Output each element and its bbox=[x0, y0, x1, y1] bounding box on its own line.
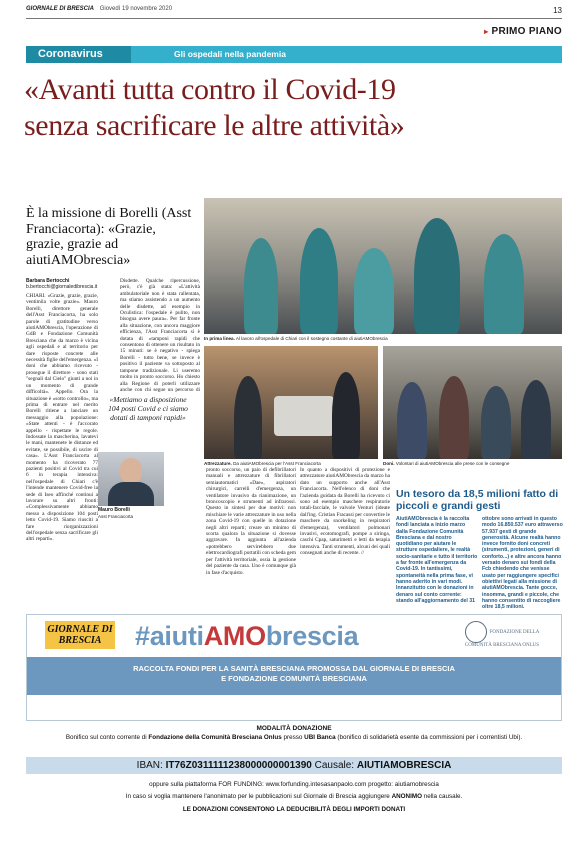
portrait-name: Mauro Borelli bbox=[98, 507, 130, 513]
section-label-text: PRIMO PIANO bbox=[491, 26, 562, 37]
donation-text-post: (bonifico di solidarietà esente da commissioni per i correntisti Ubi). bbox=[335, 734, 523, 741]
caption-1-bold: In prima linea. bbox=[204, 336, 235, 341]
page-number: 13 bbox=[553, 6, 562, 15]
platform-line: oppure sulla piattaforma FOR FUNDING: www.forfunding.intesasanpaolo.com progetto: aiutiamobrescia bbox=[149, 781, 439, 788]
iban-label: IBAN: bbox=[136, 760, 166, 771]
author-name: Barbara Bertocchi bbox=[26, 278, 70, 284]
photo-caption-3 bbox=[383, 461, 562, 467]
pull-quote: «Mettiamo a disposizione 104 posti Covid e ci siamo dotati di tamponi rapidi» bbox=[108, 395, 188, 422]
caption-3-bold: Doni. bbox=[383, 461, 395, 466]
deck: È la missione di Borelli (Asst Franciacorta): «Grazie, grazie, grazie ad aiutiAMObrescia» bbox=[26, 206, 192, 268]
issue-date: Giovedì 19 novembre 2020 bbox=[99, 6, 173, 12]
kicker-tag: Coronavirus bbox=[26, 46, 131, 63]
hospital-photo bbox=[204, 198, 562, 334]
volunteers-photo bbox=[383, 346, 562, 459]
tax-deduction-line: LE DONAZIONI CONSENTONO LA DEDUCIBILITÀ DEGLI IMPORTI DONATI bbox=[182, 806, 406, 813]
fcb-emblem-icon bbox=[465, 621, 487, 643]
article-column-3: pronto soccorso, un paio di defibrillatori manuali e attrezzature di fibrillatori semiautomatici «Dae», aspiratori chirurgici, carrelli d'emergenza, un ventilatore invasivo da rianimazione, un broncoscopio e strumenti ad infrarossi. Questo in sintesi per due motivi: non mischiare le varie attrezzature in uso nella zona Covid-19 con quelle in dotazione negli altri reparti; creare un minimo di scorta qualora la situazione si dovesse aggravare. In aggiunta all'azienda «potrebbero servirebbero due elettrocardiografi portatili con scheda gem per l'attività territoriale, ossia la gestione del paziente da casa. Uno è comunque già in fase d'acquisto. bbox=[206, 467, 296, 576]
portrait-head bbox=[120, 458, 142, 484]
donation-title: MODALITÀ DONAZIONE bbox=[256, 725, 332, 732]
caption-1-text: Al lavoro all'ospedale di Chiari con il sostegno costante di aiutiAMObrescia bbox=[235, 336, 388, 341]
campaign-hashtag bbox=[135, 621, 358, 652]
hashtag-prefix: #aiuti bbox=[135, 621, 204, 651]
donation-fcb-name: Fondazione della Comunità Bresciana Onlus bbox=[148, 734, 282, 741]
donation-text bbox=[26, 734, 562, 741]
caption-3-text: Volontari di aiutiAMObrescia alle prese con le consegne bbox=[395, 461, 510, 466]
page-header bbox=[26, 6, 562, 18]
equipment-photo bbox=[204, 346, 378, 459]
anonymity-pre: In caso si voglia mantenere l'anonimato per le pubblicazioni sul Giornale di Brescia aggiungere bbox=[125, 793, 392, 800]
portrait-role: Asst Franciacorta bbox=[98, 513, 134, 519]
caption-2-bold: Attrezzature. bbox=[204, 461, 232, 466]
causale-value: AIUTIAMOBRESCIA bbox=[356, 760, 452, 771]
donation-bank: UBI Banca bbox=[304, 734, 336, 741]
banner-line-2: E FONDAZIONE COMUNITÀ BRESCIANA bbox=[221, 674, 367, 683]
gdb-logo: GIORNALE DI BRESCIA bbox=[45, 621, 115, 649]
fundraising-banner bbox=[26, 614, 562, 721]
portrait-body bbox=[108, 482, 154, 506]
banner-top bbox=[27, 615, 561, 657]
iban-code: IT76Z0311111238000000001390 bbox=[165, 760, 312, 771]
box-title: Un tesoro da 18,5 milioni fatto di piccoli e grandi gesti bbox=[396, 488, 559, 512]
kicker-bar bbox=[26, 46, 562, 63]
header-rule bbox=[26, 18, 562, 19]
anonymity-line bbox=[26, 793, 562, 800]
photo-caption-2 bbox=[204, 461, 378, 467]
hashtag-suffix: brescia bbox=[265, 621, 359, 651]
causale-label: Causale: bbox=[311, 760, 357, 771]
article-column-2: Disdette. Qualche ripercussione, però, c'è già stata: «L'attività ambulatoriale non è stata rallentata, ma stiamo assistendo a un aumento delle disdette, ad esempio in Oculistica: l'ospedale è pulito, non bisogna avere paura». Per far fronte alla situazione, con ancora maggiore efficienza, l'Asst Franciacorta si è dotata di «tamponi rapidi che consentono di ottenere un risultato in 15 minuti: se è negativo - spiega Borelli - tutto bene, se invece è positivo il paziente va sottoposto al tampone tradizionale. Li useremo molto in pronto soccorso. Ho chiesto alla Regione di poterli utilizzare anche con chi segue un percorso di bbox=[120, 278, 200, 392]
article-column-4: In quanto a dispositivi di protezione e attrezzature aiutiAMObrescia da marzo ha dato un supporto anche all'Asst Franciacorta. Nell'elenco di doni che l'azienda guidata da Borelli ha ricevuto ci sono ad esempio maschere respiratorie totali-facciale, le valvole Venturi (ideate dall'ing. Cristian Fracassi per convertire le maschere da snorkeling in respiratori d'emergenza), ventilatori polmonari invasivi, ecotomografi, pompe a siringa, caschi Cpap, saturimetri e letti da terapia intensiva. Tanti strumenti, alcuni dei quali consegnati anche di recente. // bbox=[300, 467, 390, 557]
box-column-2: ottobre sono arrivati in questo modo 16.850.537 euro attraverso 57.937 gesti di grande generosità. Alcune realtà hanno invece fornito doni concreti (strumenti, protezioni, generi di conforto...) e altre ancora hanno versato denaro sui fondi della Fcb chiedendo che venisse usato per raggiungere specifici obiettivi legati alla missione di aiutiAMObrescia. Tante gocce, insomma, grandi e piccole, che hanno consentito di raccogliere oltre 18,5 milioni. bbox=[482, 516, 563, 611]
donation-text-mid: presso bbox=[281, 734, 305, 741]
kicker-subtitle: Gli ospedali nella pandemia bbox=[174, 49, 286, 59]
fcb-logo-text: FONDAZIONE DELLA COMUNITÀ BRESCIANA ONLUS bbox=[464, 630, 540, 648]
portrait-photo bbox=[98, 452, 164, 506]
anonymity-word: ANONIMO bbox=[391, 793, 422, 800]
photo-caption-1 bbox=[204, 336, 562, 342]
banner-strip bbox=[27, 657, 561, 695]
headline-line-1: «Avanti tutta contro il Covid-19 bbox=[24, 73, 396, 106]
portrait-caption bbox=[98, 507, 168, 519]
author-email: b.bertocchi@giornaledibrescia.it bbox=[26, 284, 98, 290]
box-column-1: AiutiAMObrescia è la raccolta fondi lanciata a inizio marzo dalla Fondazione Comunità Bresciana e dal nostro quotidiano per aiutare le strutture ospedaliere, le realtà socio-sanitarie e tutto il territorio a far fronte all'emergenza da Covid-19. In tantissimi, spontaneità nella prima fase, vi hanno aderito in vari modi. Innanzitutto con le donazioni in denaro sul conto corrente: stando all'aggiornamento del 31 bbox=[396, 516, 478, 604]
caption-2-text: Da aiutiAMObrescia per l'Asst Franciacorta bbox=[233, 461, 321, 466]
headline-line-2: senza sacrificare le altre attività» bbox=[24, 109, 405, 142]
headline bbox=[24, 72, 564, 144]
anonymity-post: nella causale. bbox=[422, 793, 463, 800]
byline bbox=[26, 278, 110, 290]
newspaper-name: GIORNALE DI BRESCIA bbox=[26, 6, 95, 12]
section-arrow-icon: ▸ bbox=[484, 27, 489, 36]
donation-text-pre: Bonifico sul conto corrente di bbox=[65, 734, 149, 741]
banner-line-1: RACCOLTA FONDI PER LA SANITÀ BRESCIANA PROMOSSA DAL GIORNALE DI BRESCIA bbox=[133, 664, 455, 673]
iban-strip bbox=[26, 757, 562, 774]
donation-info bbox=[26, 725, 562, 741]
fcb-logo bbox=[459, 621, 545, 651]
section-label bbox=[484, 26, 562, 37]
article-column-1: CHIARI. «Grazie, grazie, grazie, ventimila volte grazie». Mauro Borelli, direttore generale dell'Asst Franciacorta, ha solo parole di gratitudine verso aiutiAMObrescia, l'operazione di GdB e Fondazione Comunità Bresciana che da marzo è vicina agli ospedali e al territorio per dare risposte concrete alle necessità figlie dell'emergenza. «I doni che abbiamo ricevuto - prosegue il direttore - sono stati "segnali dal Cielo" giunti a noi in un momento di grande difficoltà». Appello. Ora la situazione è «sotto controllo», ma prima di entrare nel merito Borelli ritiene a lanciare un messaggio alla popolazione: «State attenti - è l'accorato appello - rispettate le regole. Indossate la mascherina, lavatevi le mani, mantenete le distanze ed evitate, se possibile, di uscire di casa». L'Asst Franciacorta al momento ha ricoverato 77 pazienti positivi al Covid tra cui 6 in terapia intensiva: nell'ospedale di Chiari c'è l'intende mantenere Covid-free la sede di Iseo affinché continui a lavorare su altri fronti: «Complessivamente abbiamo messo a disposizione 104 posti letto Covid-19. Siamo riusciti a fare riorganizzazioni dell'ospedale senza sacrificare gli altri reparti». bbox=[26, 293, 98, 543]
hashtag-amo: AMO bbox=[203, 621, 266, 651]
